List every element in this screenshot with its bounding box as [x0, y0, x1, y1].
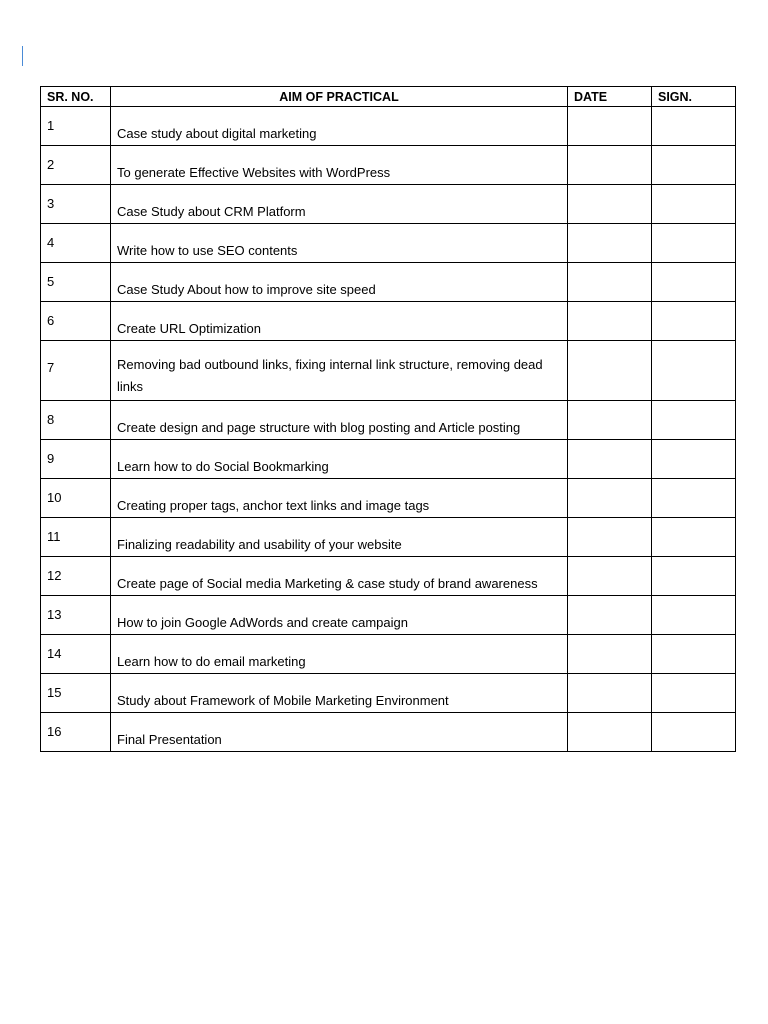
- sr-no-cell: 9: [41, 440, 111, 479]
- sign-cell: [652, 518, 736, 557]
- sr-no-cell: 13: [41, 596, 111, 635]
- date-cell: [568, 479, 652, 518]
- table-row: [41, 440, 736, 479]
- table-row: [41, 596, 736, 635]
- table-row: [41, 674, 736, 713]
- aim-cell: Create design and page structure with blog posting and Article posting: [111, 401, 568, 440]
- sign-cell: [652, 146, 736, 185]
- date-cell: [568, 596, 652, 635]
- sign-cell: [652, 185, 736, 224]
- table-row: [41, 224, 736, 263]
- date-cell: [568, 224, 652, 263]
- sign-cell: [652, 713, 736, 752]
- table-row: [41, 401, 736, 440]
- aim-cell: Create URL Optimization: [111, 302, 568, 341]
- sr-no-cell: 1: [41, 107, 111, 146]
- table-row: [41, 635, 736, 674]
- sr-no-cell: 12: [41, 557, 111, 596]
- table-row: [41, 479, 736, 518]
- sign-cell: [652, 224, 736, 263]
- sr-no-cell: 7: [41, 341, 111, 401]
- table-row: [41, 518, 736, 557]
- sr-no-cell: 10: [41, 479, 111, 518]
- sign-cell: [652, 635, 736, 674]
- sr-no-cell: 14: [41, 635, 111, 674]
- aim-cell: Case Study about CRM Platform: [111, 185, 568, 224]
- aim-cell: How to join Google AdWords and create campaign: [111, 596, 568, 635]
- sign-cell: [652, 401, 736, 440]
- header-sr-no: SR. NO.: [41, 87, 111, 107]
- table-row: [41, 107, 736, 146]
- aim-cell: Case study about digital marketing: [111, 107, 568, 146]
- aim-cell: Learn how to do Social Bookmarking: [111, 440, 568, 479]
- table-header-row: [41, 87, 736, 107]
- date-cell: [568, 107, 652, 146]
- sr-no-cell: 2: [41, 146, 111, 185]
- sign-cell: [652, 302, 736, 341]
- aim-cell: Finalizing readability and usability of your website: [111, 518, 568, 557]
- sign-cell: [652, 674, 736, 713]
- aim-cell: Study about Framework of Mobile Marketing Environment: [111, 674, 568, 713]
- header-date: DATE: [568, 87, 652, 107]
- date-cell: [568, 518, 652, 557]
- sign-cell: [652, 479, 736, 518]
- text-cursor: [22, 46, 23, 66]
- table-row: [41, 185, 736, 224]
- sign-cell: [652, 440, 736, 479]
- aim-cell: Write how to use SEO contents: [111, 224, 568, 263]
- date-cell: [568, 674, 652, 713]
- date-cell: [568, 401, 652, 440]
- sr-no-cell: 5: [41, 263, 111, 302]
- date-cell: [568, 146, 652, 185]
- sign-cell: [652, 107, 736, 146]
- aim-cell: Final Presentation: [111, 713, 568, 752]
- aim-cell: Learn how to do email marketing: [111, 635, 568, 674]
- sr-no-cell: 15: [41, 674, 111, 713]
- date-cell: [568, 341, 652, 401]
- date-cell: [568, 302, 652, 341]
- table-row: [41, 263, 736, 302]
- sr-no-cell: 11: [41, 518, 111, 557]
- table-row: [41, 713, 736, 752]
- table-row: [41, 557, 736, 596]
- date-cell: [568, 557, 652, 596]
- sign-cell: [652, 596, 736, 635]
- date-cell: [568, 440, 652, 479]
- practicals-table: [40, 86, 736, 752]
- table-row: [41, 341, 736, 401]
- sign-cell: [652, 341, 736, 401]
- aim-cell: Creating proper tags, anchor text links and image tags: [111, 479, 568, 518]
- header-sign: SIGN.: [652, 87, 736, 107]
- table-row: [41, 146, 736, 185]
- table-row: [41, 302, 736, 341]
- date-cell: [568, 263, 652, 302]
- sign-cell: [652, 557, 736, 596]
- date-cell: [568, 713, 652, 752]
- date-cell: [568, 635, 652, 674]
- aim-cell: To generate Effective Websites with WordPress: [111, 146, 568, 185]
- aim-cell: Case Study About how to improve site speed: [111, 263, 568, 302]
- date-cell: [568, 185, 652, 224]
- sign-cell: [652, 263, 736, 302]
- sr-no-cell: 3: [41, 185, 111, 224]
- sr-no-cell: 8: [41, 401, 111, 440]
- sr-no-cell: 16: [41, 713, 111, 752]
- aim-cell: Create page of Social media Marketing & case study of brand awareness: [111, 557, 568, 596]
- sr-no-cell: 4: [41, 224, 111, 263]
- header-aim: AIM OF PRACTICAL: [111, 87, 568, 107]
- aim-cell: Removing bad outbound links, fixing internal link structure, removing dead links: [111, 341, 568, 401]
- sr-no-cell: 6: [41, 302, 111, 341]
